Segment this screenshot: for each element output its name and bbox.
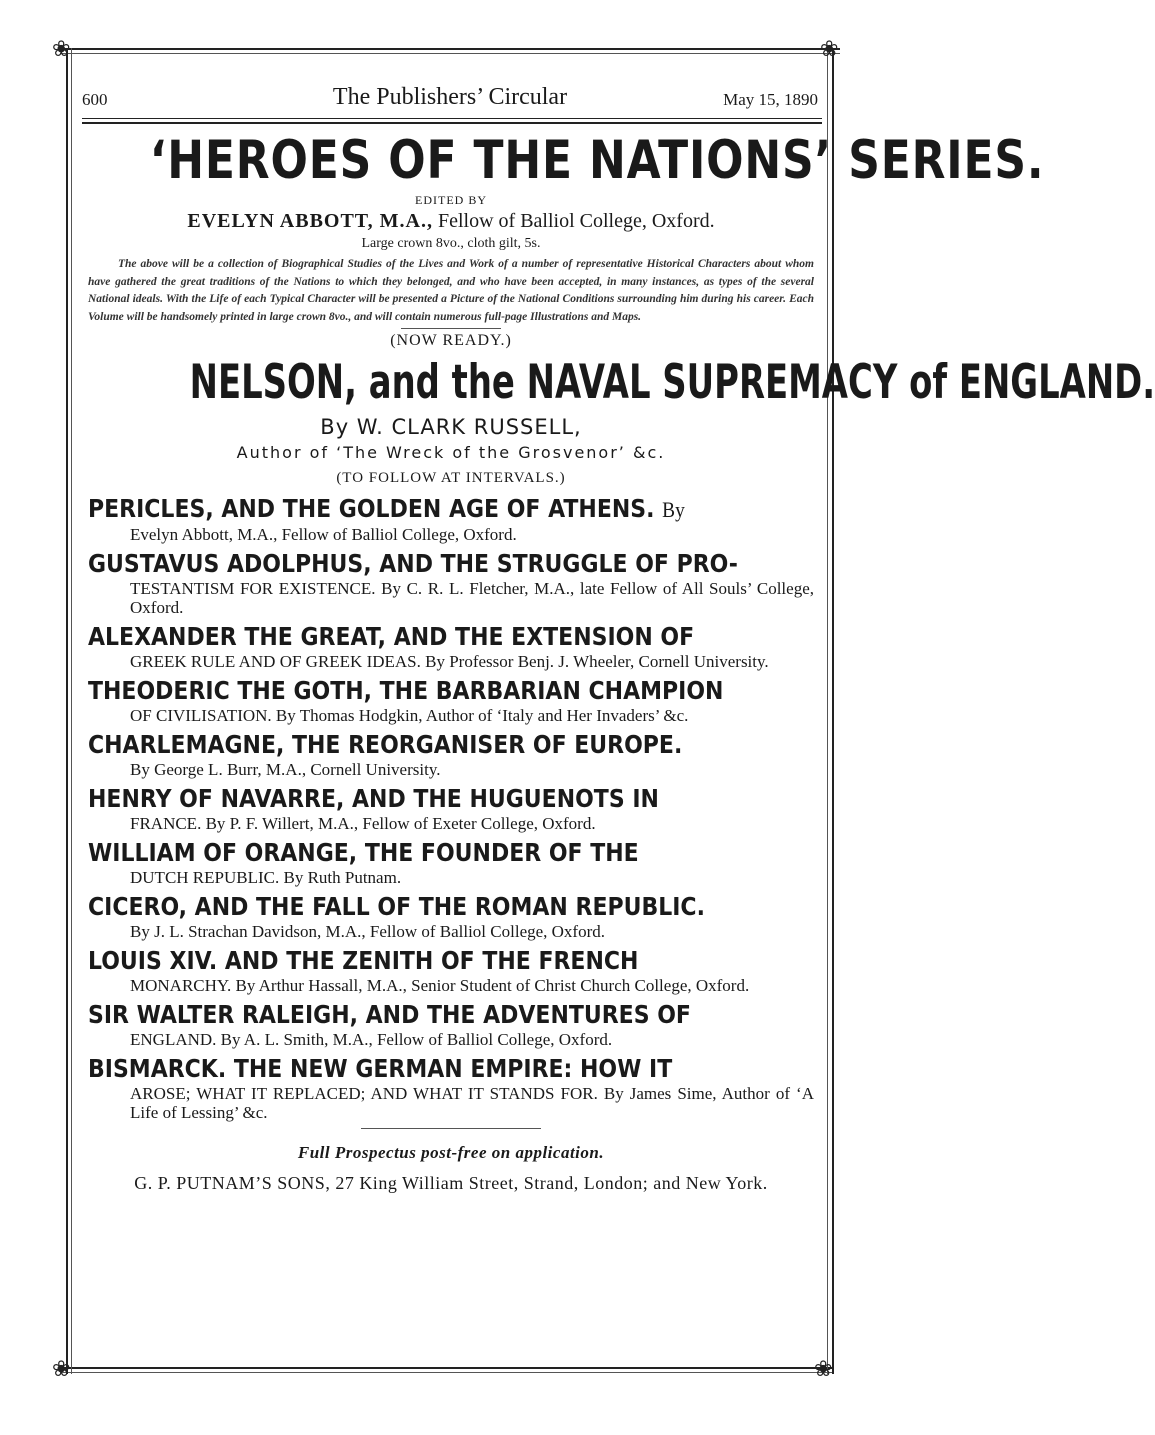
volume-details: By J. L. Strachan Davidson, M.A., Fellow of Balliol College, Oxford.	[130, 922, 606, 941]
volume-heading	[88, 837, 816, 868]
volume-details: TESTANTISM FOR EXISTENCE. By C. R. L. Fletcher, M.A., late Fellow of All Souls’ College, Oxford.	[130, 579, 814, 617]
volume-heading	[88, 891, 816, 922]
volume-heading-text: CHARLEMAGNE, THE REORGANISER OF EUROPE.	[88, 730, 683, 759]
volume-details: DUTCH REPUBLIC. By Ruth Putnam.	[130, 868, 402, 887]
volume-heading	[88, 548, 816, 579]
volume-details: MONARCHY. By Arthur Hassall, M.A., Senior Student of Christ Church College, Oxford.	[130, 976, 750, 995]
volume-entry	[88, 1053, 814, 1122]
featured-author-note: Author of ‘The Wreck of the Grosvenor’ &c.	[236, 443, 666, 462]
frame-right-rule	[832, 48, 834, 1374]
featured-author: By W. CLARK RUSSELL,	[320, 415, 582, 439]
volume-entry	[88, 493, 814, 544]
page-number: 600	[82, 90, 108, 109]
frame-bottom-rule-inner	[60, 1372, 834, 1373]
frame-bottom-rule	[60, 1367, 834, 1369]
volume-entry	[88, 783, 814, 833]
volume-heading-text: PERICLES, AND THE GOLDEN AGE OF ATHENS.	[88, 494, 655, 523]
volume-details: FRANCE. By P. F. Willert, M.A., Fellow of Exeter College, Oxford.	[130, 814, 596, 833]
volume-heading-text: ALEXANDER THE GREAT, AND THE EXTENSION OF	[88, 622, 695, 651]
volume-details: AROSE; WHAT IT REPLACED; AND WHAT IT STANDS FOR. By James Sime, Author of ‘A Life of Lessing’ &c.	[130, 1084, 814, 1122]
volume-heading-tail: By	[662, 497, 685, 522]
volume-heading	[88, 999, 816, 1030]
volume-heading-text: LOUIS XIV. AND THE ZENITH OF THE FRENCH	[88, 946, 639, 975]
frame-right-rule-inner	[827, 48, 828, 1374]
prospectus-note: Full Prospectus post-free on application.	[297, 1143, 605, 1162]
corner-ornament-icon: ❀	[814, 1356, 833, 1381]
running-head	[82, 84, 818, 114]
volume-heading	[88, 729, 816, 760]
volume-entry	[88, 891, 814, 941]
edited-by-label: EDITED BY	[415, 193, 487, 207]
volume-heading-text: SIR WALTER RALEIGH, AND THE ADVENTURES OF	[88, 1000, 691, 1029]
volume-heading	[88, 621, 816, 652]
series-title: ‘HEROES OF THE NATIONS’ SERIES.	[149, 130, 1045, 191]
series-description: The above will be a collection of Biographical Studies of the Lives and Work of a number of representative Historical Characters about whom have gathered the great traditions of the Nations to which they belonged, and who have been accepted, in many instances, as types of the several National ideals. With the Life of each Typical Character will be presented a Picture of the National Conditions surrounding him during his career. Each Volume will be handsomely printed in large crown 8vo., and will contain numerous full-page Illustrations and Maps.	[88, 258, 814, 323]
corner-ornament-icon: ❀	[820, 36, 839, 61]
issue-date: May 15, 1890	[723, 90, 818, 109]
volume-entry	[88, 675, 814, 725]
volume-entry	[88, 945, 814, 995]
volume-heading	[88, 783, 816, 814]
header-rule	[82, 118, 822, 119]
frame-top-rule-inner	[60, 53, 840, 54]
volume-entry	[88, 729, 814, 779]
featured-title: NELSON, and the NAVAL SUPREMACY of ENGLAND.	[189, 355, 1155, 410]
now-ready-label: (NOW READY.)	[390, 332, 512, 349]
journal-title: The Publishers’ Circular	[332, 84, 568, 110]
volume-heading-text: BISMARCK. THE NEW GERMAN EMPIRE: HOW IT	[88, 1054, 673, 1083]
to-follow-label: (TO FOLLOW AT INTERVALS.)	[336, 470, 566, 486]
volume-entry	[88, 621, 814, 671]
frame-top-rule	[60, 48, 840, 50]
volume-entry	[88, 548, 814, 617]
volume-heading	[88, 675, 816, 706]
advertisement	[88, 130, 1155, 1194]
divider	[361, 1128, 541, 1129]
volume-heading-text: THEODERIC THE GOTH, THE BARBARIAN CHAMPION	[88, 676, 724, 705]
format-price: Large crown 8vo., cloth gilt, 5s.	[361, 236, 541, 251]
frame-left-rule	[66, 48, 68, 1374]
editor-name: EVELYN ABBOTT, M.A.,	[187, 210, 433, 232]
volume-heading-text: WILLIAM OF ORANGE, THE FOUNDER OF THE	[88, 838, 639, 867]
volume-details: By George L. Burr, M.A., Cornell University.	[130, 760, 441, 779]
corner-ornament-icon: ❀	[52, 36, 71, 61]
volume-heading	[88, 945, 816, 976]
volume-details: Evelyn Abbott, M.A., Fellow of Balliol College, Oxford.	[130, 525, 517, 544]
editor-line	[88, 208, 814, 234]
volume-details: GREEK RULE AND OF GREEK IDEAS. By Professor Benj. J. Wheeler, Cornell University.	[130, 652, 769, 671]
volume-entry	[88, 837, 814, 887]
frame-left-rule-inner	[71, 48, 72, 1374]
volume-heading-text: HENRY OF NAVARRE, AND THE HUGUENOTS IN	[88, 784, 659, 813]
volume-entry	[88, 999, 814, 1049]
volume-heading-text: GUSTAVUS ADOLPHUS, AND THE STRUGGLE OF PRO-	[88, 549, 738, 578]
volume-heading	[88, 493, 816, 525]
header-rule-thick	[82, 122, 822, 124]
publisher-imprint: G. P. PUTNAM’S SONS, 27 King William Street, Strand, London; and New York.	[134, 1173, 768, 1193]
volume-heading-text: CICERO, AND THE FALL OF THE ROMAN REPUBLIC.	[88, 892, 705, 921]
volume-heading	[88, 1053, 816, 1084]
corner-ornament-icon: ❀	[52, 1356, 71, 1381]
volume-details: ENGLAND. By A. L. Smith, M.A., Fellow of Balliol College, Oxford.	[130, 1030, 613, 1049]
volume-list	[88, 493, 814, 1122]
editor-affiliation: Fellow of Balliol College, Oxford.	[437, 210, 715, 232]
volume-details: OF CIVILISATION. By Thomas Hodgkin, Author of ‘Italy and Her Invaders’ &c.	[130, 706, 689, 725]
